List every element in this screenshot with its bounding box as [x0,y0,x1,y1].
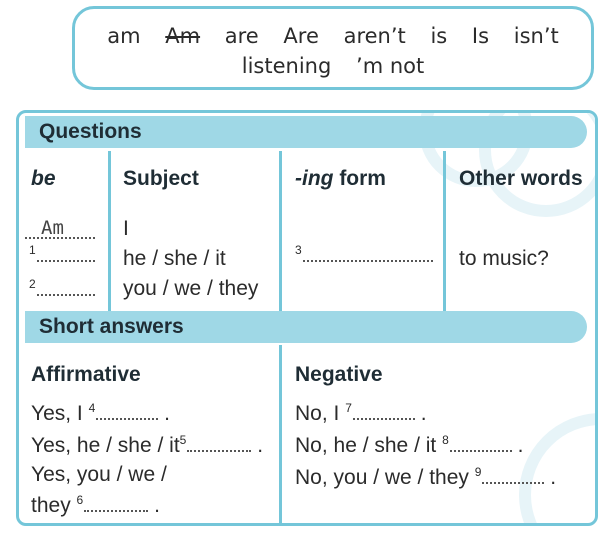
subject-i: I [123,217,129,240]
subject-you-we-they: you / we / they [123,277,259,300]
negative-line-3 [295,465,556,490]
word-listening: listening [241,54,332,78]
gap-3-number: 3 [295,243,302,257]
gap-1-number: 1 [29,243,36,257]
gap-5-line [187,436,251,452]
column-divider [443,151,446,311]
affirmative-line-4-text: they [31,494,71,517]
negative-line-2-text: No, he / she / it [295,434,437,457]
gap-2 [29,277,95,302]
word-box [72,6,594,90]
period: . [550,466,557,489]
gap-6-line [84,496,148,512]
subject-he-she-it: he / she / it [123,247,226,270]
word-arent: aren’t [343,24,406,48]
handwritten-answer-am: Am [41,217,64,239]
column-divider [108,151,111,311]
questions-bar: Questions [25,116,587,148]
column-divider [279,151,282,311]
header-other-words: Other words [459,167,583,190]
affirmative-line-3: Yes, you / we / [31,463,167,486]
gap-2-number: 2 [29,277,36,291]
affirmative-line-1-text: Yes, I [31,402,83,425]
grammar-table [16,110,598,526]
word-box-row-1 [75,21,591,51]
gap-7-number: 7 [345,401,352,415]
other-words-text: to music? [459,247,549,270]
header-subject: Subject [123,167,199,190]
header-negative: Negative [295,363,383,386]
affirmative-line-2-text: Yes, he / she / it [31,434,180,457]
word-are-capital: Are [283,24,319,48]
header-ing-suffix: form [333,167,386,190]
word-are: are [224,24,259,48]
header-ing-prefix: -ing [295,167,334,190]
gap-6-number: 6 [76,493,84,507]
column-divider [279,345,282,526]
gap-1-line [37,246,95,262]
period: . [164,402,170,425]
period: . [420,402,427,425]
gap-9-number: 9 [474,465,482,479]
gap-5-number: 5 [179,433,187,447]
gap-2-line [37,280,95,296]
gap-8-line [450,436,512,452]
word-is: is [430,24,448,48]
period: . [257,434,264,457]
gap-4-number: 4 [88,401,96,415]
gap-3-line [303,246,433,262]
answer-line-be [25,237,95,239]
period: . [517,434,524,457]
negative-line-1-text: No, I [295,402,340,425]
gap-9-line [482,468,544,484]
gap-1 [29,243,95,268]
affirmative-line-1 [31,401,170,426]
header-ing-form [295,167,386,191]
negative-line-1 [295,401,427,426]
word-am: am [107,24,141,48]
gap-4-line [96,404,158,420]
affirmative-line-2 [31,433,263,458]
word-isnt: isn’t [513,24,559,48]
short-answers-bar: Short answers [25,311,587,343]
gap-3 [295,243,433,268]
word-am-crossed-out: Am [165,24,201,48]
header-be: be [31,167,56,190]
word-box-row-2 [75,51,591,81]
gap-7-line [353,404,415,420]
word-m-not: ’m not [356,54,425,78]
gap-8-number: 8 [442,433,449,447]
word-is-capital: Is [471,24,490,48]
negative-line-2 [295,433,523,458]
negative-line-3-text: No, you / we / they [295,466,469,489]
period: . [154,494,160,517]
header-affirmative: Affirmative [31,363,141,386]
affirmative-line-4 [31,493,160,518]
